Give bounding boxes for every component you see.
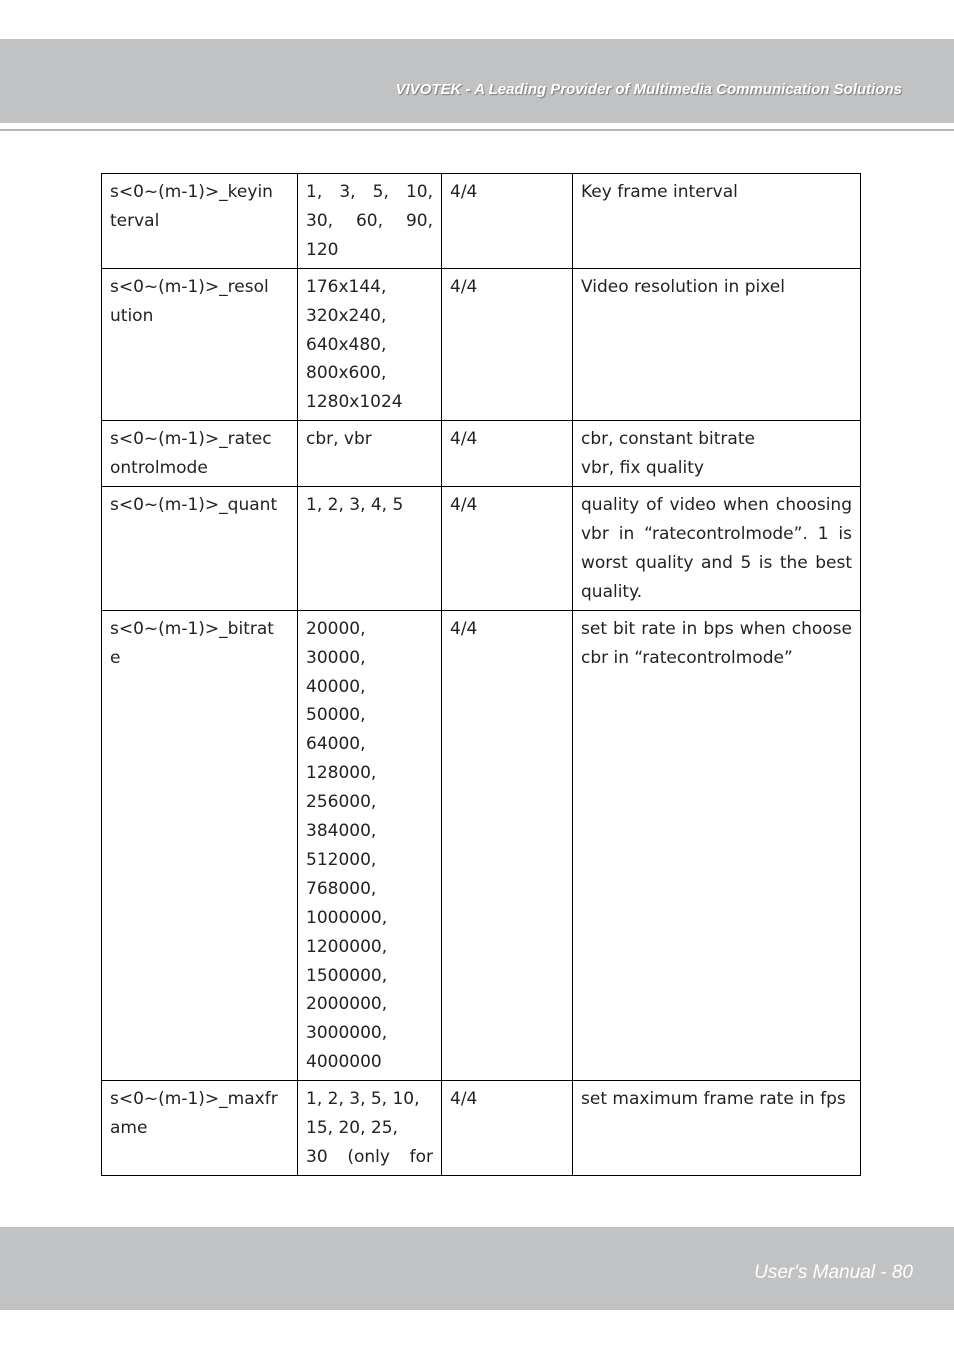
security-cell: 4/4 — [442, 487, 573, 611]
security-cell: 4/4 — [442, 268, 573, 421]
parameter-table — [101, 173, 861, 1176]
description-cell: Key frame interval — [573, 174, 861, 269]
table-row — [102, 421, 861, 487]
table-row — [102, 610, 861, 1081]
description-cell: cbr, constant bitrate vbr, fix quality — [573, 421, 861, 487]
header-title: VIVOTEK - A Leading Provider of Multimedia Communication Solutions — [395, 81, 902, 98]
param-value-cell: 20000, 30000, 40000, 50000, 64000, 128000, 256000, 384000, 512000, 768000, 1000000, 1200000, 1500000, 2000000, 3000000, 4000000 — [298, 610, 442, 1081]
header-divider — [0, 129, 954, 131]
description-cell: quality of video when choosing vbr in “ratecontrolmode”. 1 is worst quality and 5 is the best quality. — [573, 487, 861, 611]
param-value-cell: cbr, vbr — [298, 421, 442, 487]
table-row — [102, 487, 861, 611]
param-value-cell: 1, 2, 3, 5, 10, 15, 20, 25, 30 (only for — [298, 1081, 442, 1176]
table-row — [102, 268, 861, 421]
security-cell: 4/4 — [442, 1081, 573, 1176]
security-cell: 4/4 — [442, 610, 573, 1081]
security-cell: 4/4 — [442, 174, 573, 269]
description-cell: set maximum frame rate in fps — [573, 1081, 861, 1176]
param-name-cell: s<0~(m-1)>_ratec ontrolmode — [102, 421, 298, 487]
param-value-cell: 1, 2, 3, 4, 5 — [298, 487, 442, 611]
table-row — [102, 1081, 861, 1176]
param-name-cell: s<0~(m-1)>_bitrat e — [102, 610, 298, 1081]
param-name-cell: s<0~(m-1)>_keyin terval — [102, 174, 298, 269]
security-cell: 4/4 — [442, 421, 573, 487]
description-cell: set bit rate in bps when choose cbr in “ratecontrolmode” — [573, 610, 861, 1081]
table-row — [102, 174, 861, 269]
param-value-cell: 176x144, 320x240, 640x480, 800x600, 1280x1024 — [298, 268, 442, 421]
param-name-cell: s<0~(m-1)>_quant — [102, 487, 298, 611]
param-name-cell: s<0~(m-1)>_resol ution — [102, 268, 298, 421]
description-cell: Video resolution in pixel — [573, 268, 861, 421]
param-name-cell: s<0~(m-1)>_maxfr ame — [102, 1081, 298, 1176]
page-number: User's Manual - 80 — [754, 1262, 913, 1283]
param-value-cell: 1, 3, 5, 10, 30, 60, 90, 120 — [298, 174, 442, 269]
